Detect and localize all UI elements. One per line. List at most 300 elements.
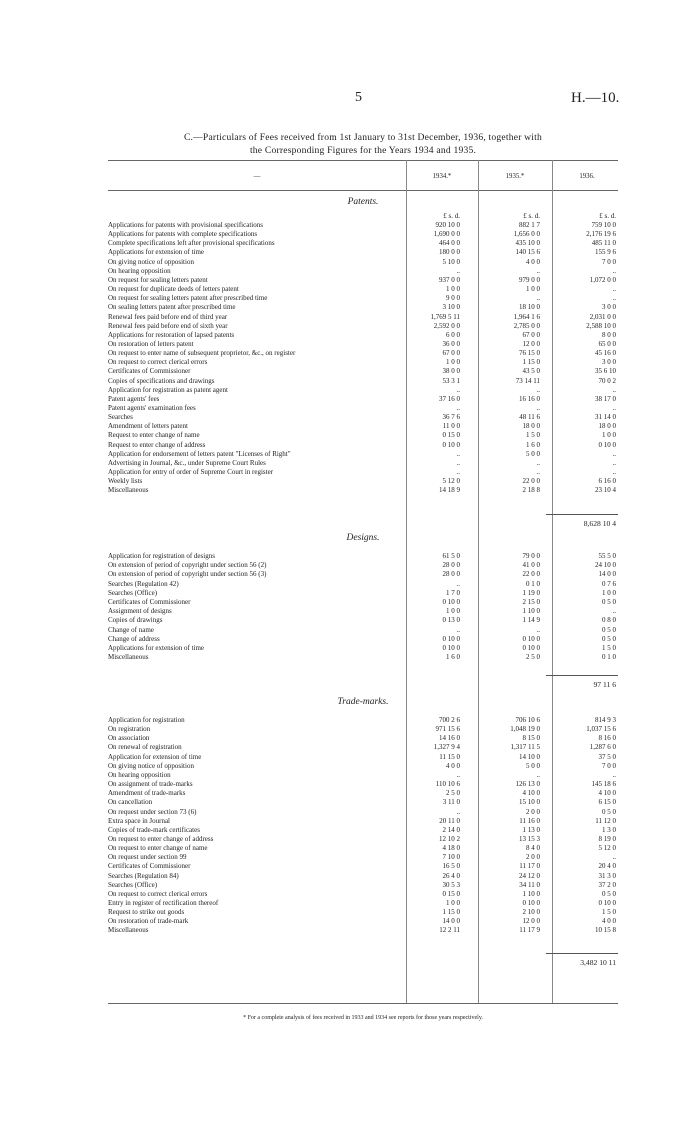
row-label: Certificates of Commissioner (108, 367, 191, 376)
fee-value-1936: 5 12 0 (598, 844, 616, 853)
table-row (108, 377, 618, 386)
fee-value-1934: 1 0 0 (446, 607, 460, 616)
fee-value-1936: 4 0 0 (602, 917, 616, 926)
fee-value-1936: 38 17 0 (595, 394, 616, 403)
fee-value-1935: 0 10 0 (522, 634, 540, 643)
document-reference: H.—10. (571, 90, 620, 106)
column-header-1936: 1936. (579, 173, 595, 180)
table-row (108, 450, 618, 459)
fee-value-1934: 1 15 0 (442, 908, 460, 917)
row-label: Request to strike out goods (108, 908, 185, 917)
fee-value-1934: 0 10 0 (442, 634, 460, 643)
table-row (108, 322, 618, 331)
row-label: Renewal fees paid before end of third year (108, 312, 228, 321)
fee-value-1936: 3 0 0 (602, 358, 616, 367)
row-label: Weekly lists (108, 477, 143, 486)
fee-value-1935: 2 0 0 (526, 807, 540, 816)
section-total: 97 11 6 (593, 680, 616, 689)
table-row (108, 771, 618, 780)
fee-value-1936: 65 0 0 (598, 339, 616, 348)
fee-value-1936: 6 16 0 (598, 477, 616, 486)
row-label: On registration (108, 725, 151, 734)
row-label: Applications for patents with provisional specifications (108, 221, 263, 229)
row-label: Applications for restoration of lapsed patents (108, 330, 235, 339)
fee-value-1936: 70 0 2 (598, 376, 616, 385)
fee-value-1935: 2 15 0 (522, 598, 540, 606)
fee-value-1935: 18 10 0 (519, 303, 540, 312)
row-label: On request for duplicate deeds of letters patent (108, 285, 239, 294)
row-label: Searches (Regulation 84) (108, 871, 179, 880)
row-label: Change of address (108, 634, 160, 643)
fee-value-1936: .. (612, 294, 616, 303)
fee-value-1936: 6 15 0 (598, 798, 616, 807)
table-row (108, 570, 618, 579)
row-label: Amendment of trade-marks (108, 789, 186, 798)
fee-value-1934: 1 0 0 (446, 899, 460, 907)
fee-value-1935: 4 10 0 (522, 789, 540, 798)
fee-value-1934: 0 10 0 (442, 644, 460, 652)
fee-value-1935: .. (536, 625, 540, 634)
fee-value-1935: 12 0 0 (522, 917, 540, 926)
row-label: On renewal of registration (108, 743, 182, 752)
fee-value-1935: .. (536, 385, 540, 394)
row-label: On request under section 73 (6) (108, 807, 197, 816)
table-row (108, 881, 618, 890)
row-label: On request to enter change of address (108, 834, 214, 843)
table-row (108, 221, 618, 230)
table-row (108, 358, 618, 367)
fee-value-1936: 4 10 0 (598, 789, 616, 798)
fee-value-1935: 1,048 19 0 (510, 725, 540, 734)
fee-value-1935: 1 10 0 (522, 607, 540, 616)
fee-value-1934: 0 15 0 (442, 889, 460, 898)
fee-value-1936: .. (612, 285, 616, 294)
row-label: Entry in register of rectification thereof (108, 899, 219, 907)
table-row (108, 635, 618, 644)
fee-value-1936: 7 0 0 (602, 257, 616, 266)
fee-value-1936: 8 16 0 (598, 734, 616, 743)
fee-value-1934: 16 5 0 (442, 862, 460, 871)
fee-value-1935: 1 14 9 (522, 616, 540, 625)
fee-value-1934: 0 13 0 (442, 616, 460, 625)
fee-value-1934: 26 4 0 (442, 871, 460, 880)
fee-value-1935: 1 0 0 (526, 285, 540, 294)
fee-value-1934: 7 10 0 (442, 853, 460, 862)
table-row (108, 862, 618, 871)
table-row (108, 294, 618, 303)
fee-value-1935: 8 15 0 (522, 734, 540, 743)
fee-value-1934: 4 0 0 (446, 761, 460, 770)
row-label: Certificates of Commissioner (108, 862, 191, 871)
table-row (108, 753, 618, 762)
fee-value-1936: 31 14 0 (595, 413, 616, 422)
fee-value-1935: 34 11 0 (519, 880, 540, 889)
table-row (108, 607, 618, 616)
row-label: Application for registration as patent agent (108, 385, 228, 394)
table-row (108, 890, 618, 899)
row-label: Searches (Office) (108, 880, 158, 889)
currency-unit: £ s. d. (523, 212, 540, 220)
page-number: 5 (355, 90, 362, 105)
fee-value-1936: 8 0 0 (602, 330, 616, 339)
fee-value-1934: 1 0 0 (446, 285, 460, 294)
fee-value-1934: 28 0 0 (442, 561, 460, 570)
fee-value-1936: 1 5 0 (602, 908, 616, 917)
row-label: On association (108, 734, 150, 743)
fee-value-1936: .. (612, 385, 616, 394)
fee-value-1936: 155 9 6 (595, 248, 616, 257)
fee-value-1935: 12 0 0 (522, 339, 540, 348)
fee-value-1934: 180 0 0 (439, 248, 460, 257)
fee-value-1934: 0 15 0 (442, 431, 460, 440)
fee-value-1935: 1 5 0 (526, 431, 540, 440)
table-row (108, 395, 618, 404)
fee-value-1936: 7 0 0 (602, 761, 616, 770)
fee-value-1934: 30 5 3 (442, 880, 460, 889)
row-label: On giving notice of opposition (108, 761, 194, 770)
fee-value-1936: 35 6 10 (595, 367, 616, 376)
fee-value-1936: .. (612, 458, 616, 467)
column-header-1934: 1934.* (432, 173, 452, 180)
fee-value-1934: .. (456, 625, 460, 634)
fee-value-1934: 5 12 0 (442, 477, 460, 486)
fee-value-1936: .. (612, 607, 616, 616)
fee-value-1935: 1 10 0 (522, 889, 540, 898)
table-row (108, 367, 618, 376)
total-rule (546, 675, 618, 676)
row-label: Miscellaneous (108, 486, 149, 495)
footnote: * For a complete analysis of fees received in 1933 and 1934 see reports for those years respectively. (243, 1015, 483, 1021)
fee-value-1934: 14 18 9 (439, 486, 460, 495)
table-row (108, 835, 618, 844)
total-rule (546, 514, 618, 515)
column-header-description: — (253, 173, 261, 180)
fee-value-1934: 14 16 0 (439, 734, 460, 743)
table-row (108, 349, 618, 358)
row-label: Miscellaneous (108, 653, 149, 662)
fee-value-1936: .. (612, 449, 616, 458)
row-label: Patent agents' fees (108, 394, 160, 403)
currency-row (108, 212, 618, 221)
fee-value-1936: 1,287 6 0 (589, 743, 616, 752)
table-title (108, 131, 618, 157)
fee-value-1936: 55 5 0 (598, 552, 616, 560)
table-row (108, 725, 618, 734)
table-row (108, 872, 618, 881)
fee-value-1934: 1,327 9 4 (433, 743, 460, 752)
fee-value-1934: 38 0 0 (442, 367, 460, 376)
table-row (108, 644, 618, 653)
fee-value-1934: 0 10 0 (442, 598, 460, 606)
fee-value-1934: 20 11 0 (439, 816, 460, 825)
fee-value-1936: 485 11 0 (591, 239, 616, 248)
table-row (108, 653, 618, 662)
table-row (108, 276, 618, 285)
table-row (108, 552, 618, 561)
column-header-1935: 1935.* (505, 173, 525, 180)
table-row (108, 331, 618, 340)
fee-value-1935: 2 10 0 (522, 908, 540, 917)
fee-value-1936: .. (612, 404, 616, 412)
table-row (108, 459, 618, 468)
row-label: Amendment of letters patent (108, 422, 188, 431)
fee-value-1934: .. (456, 449, 460, 458)
table-row (108, 780, 618, 789)
bottom-rule (108, 1003, 618, 1004)
table-row (108, 413, 618, 422)
table-row (108, 626, 618, 635)
fee-value-1935: 2 0 0 (526, 853, 540, 862)
fee-value-1934: 700 2 6 (439, 716, 460, 724)
row-label: Application for entry of order of Supreme Court in register (108, 468, 274, 477)
table-row (108, 561, 618, 570)
fee-value-1936: 37 5 0 (598, 752, 616, 761)
row-label: On request to correct clerical errors (108, 358, 208, 367)
table-row (108, 422, 618, 431)
fee-value-1934: 67 0 0 (442, 349, 460, 358)
fee-value-1935: 0 1 0 (526, 579, 540, 588)
table-row (108, 404, 618, 413)
fee-value-1936: 1 0 0 (602, 588, 616, 597)
fee-value-1936: 0 10 0 (598, 440, 616, 449)
fee-value-1934: 12 10 2 (439, 834, 460, 843)
row-label: On request for sealing letters patent (108, 275, 208, 284)
row-label: Patent agents' examination fees (108, 404, 196, 412)
fee-value-1935: 73 14 11 (515, 376, 540, 385)
total-rule (546, 953, 618, 954)
fee-value-1936: 37 2 0 (598, 880, 616, 889)
table-row (108, 762, 618, 771)
fee-value-1934: 6 0 0 (446, 330, 460, 339)
fee-value-1935: 5 0 0 (526, 449, 540, 458)
row-label: Searches (108, 413, 133, 422)
fee-value-1936: 2,588 10 0 (586, 321, 616, 330)
fee-value-1934: 1,690 0 0 (433, 230, 460, 239)
row-label: On extension of period of copyright under section 56 (2) (108, 561, 267, 570)
row-label: On request to correct clerical errors (108, 889, 208, 898)
fee-value-1934: .. (456, 579, 460, 588)
fee-value-1935: 979 0 0 (519, 275, 540, 284)
table-row (108, 844, 618, 853)
fee-value-1934: 971 15 6 (435, 725, 460, 734)
row-label: Miscellaneous (108, 926, 149, 935)
row-label: Applications for extension of time (108, 248, 205, 257)
table-row (108, 743, 618, 752)
row-label: On cancellation (108, 798, 153, 807)
fee-value-1934: 2 14 0 (442, 825, 460, 834)
fee-value-1934: 28 0 0 (442, 570, 460, 579)
fee-value-1935: 435 10 0 (515, 239, 540, 248)
table-row (108, 486, 618, 495)
fee-value-1935: 67 0 0 (522, 330, 540, 339)
row-label: Copies of specifications and drawings (108, 376, 215, 385)
fee-value-1934: 11 0 0 (442, 422, 460, 431)
fee-value-1934: 36 0 0 (442, 339, 460, 348)
table-row (108, 340, 618, 349)
top-rule (108, 160, 618, 161)
fee-value-1935: 2 18 8 (522, 486, 540, 495)
table-row (108, 716, 618, 725)
table-row (108, 303, 618, 312)
fee-value-1934: 2,592 0 0 (433, 321, 460, 330)
fee-value-1935: 8 4 0 (526, 844, 540, 853)
table-row (108, 798, 618, 807)
fee-value-1934: .. (456, 807, 460, 816)
row-label: On giving notice of opposition (108, 257, 194, 266)
fee-value-1934: .. (456, 770, 460, 779)
row-label: Request to enter change of name (108, 431, 200, 440)
page-header (0, 90, 700, 110)
fee-value-1936: 0 5 0 (602, 598, 616, 606)
fee-value-1934: 14 0 0 (442, 917, 460, 926)
fee-value-1936: 23 10 4 (595, 486, 616, 495)
row-label: On hearing opposition (108, 266, 171, 275)
fee-value-1936: .. (612, 770, 616, 779)
fee-value-1934: 5 10 0 (442, 257, 460, 266)
fee-value-1935: .. (536, 468, 540, 477)
row-label: Applications for patents with complete specifications (108, 230, 258, 239)
table-row (108, 267, 618, 276)
row-label: On request for sealing letters patent after prescribed time (108, 294, 268, 303)
fee-value-1936: 45 16 0 (595, 349, 616, 358)
fee-value-1934: 3 10 0 (442, 303, 460, 312)
table-row (108, 826, 618, 835)
fee-value-1935: 0 10 0 (522, 644, 540, 652)
fee-value-1936: 2,031 0 0 (589, 312, 616, 321)
fee-value-1936: 8 19 0 (598, 834, 616, 843)
fee-value-1936: .. (612, 468, 616, 477)
fee-value-1935: 22 0 0 (522, 477, 540, 486)
fee-value-1935: 1 19 0 (522, 588, 540, 597)
fee-value-1935: 882 1 7 (519, 221, 540, 229)
fee-value-1935: .. (536, 404, 540, 412)
table-row (108, 899, 618, 908)
row-label: Change of name (108, 625, 154, 634)
table-row (108, 616, 618, 625)
fee-value-1936: 0 1 0 (602, 653, 616, 662)
fee-value-1936: 1,037 15 6 (586, 725, 616, 734)
row-label: On request to enter change of name (108, 844, 208, 853)
fee-value-1934: .. (456, 266, 460, 275)
row-label: Extra space in Journal (108, 816, 171, 825)
fee-value-1936: .. (612, 266, 616, 275)
fee-value-1934: 61 5 0 (442, 552, 460, 560)
fee-value-1935: .. (536, 294, 540, 303)
fee-value-1935: 11 16 0 (519, 816, 540, 825)
fee-value-1934: 3 11 0 (442, 798, 460, 807)
fee-value-1935: 13 15 3 (519, 834, 540, 843)
row-label: Application for extension of time (108, 752, 202, 761)
fee-value-1935: 2,785 0 0 (513, 321, 540, 330)
fee-value-1935: .. (536, 770, 540, 779)
fee-value-1934: .. (456, 385, 460, 394)
row-label: On request to enter name of subsequent proprietor, &c., on register (108, 349, 296, 358)
table-row (108, 580, 618, 589)
row-label: Renewal fees paid before end of sixth year (108, 321, 228, 330)
row-label: Certificates of Commissioner (108, 598, 191, 606)
fee-value-1935: 43 5 0 (522, 367, 540, 376)
fee-value-1936: 0 5 0 (602, 807, 616, 816)
fee-value-1936: 0 10 0 (598, 899, 616, 907)
fee-value-1934: 464 0 0 (439, 239, 460, 248)
row-label: On assignment of trade-marks (108, 780, 193, 789)
fee-value-1935: .. (536, 458, 540, 467)
row-label: On extension of period of copyright under section 56 (3) (108, 570, 267, 579)
fee-value-1935: 4 0 0 (526, 257, 540, 266)
fee-value-1936: 20 4 0 (598, 862, 616, 871)
row-label: On sealing letters patent after prescribed time (108, 303, 236, 312)
row-label: Complete specifications left after provisional specifications (108, 239, 275, 248)
fee-value-1936: 0 5 0 (602, 889, 616, 898)
fee-value-1935: 15 10 0 (519, 798, 540, 807)
fee-value-1934: .. (456, 458, 460, 467)
fee-value-1935: 140 15 6 (515, 248, 540, 257)
fee-value-1934: 1 0 0 (446, 358, 460, 367)
fee-value-1935: 11 17 0 (519, 862, 540, 871)
fee-value-1935: 1,964 1 6 (513, 312, 540, 321)
title-line-2: the Corresponding Figures for the Years 1934 and 1935. (249, 145, 477, 156)
fee-value-1935: 1,317 11 5 (510, 743, 540, 752)
table-row (108, 817, 618, 826)
row-label: Copies of drawings (108, 616, 163, 625)
row-label: Application for registration of designs (108, 552, 215, 560)
fee-value-1936: 10 15 8 (595, 926, 616, 935)
fee-value-1935: 706 10 6 (515, 716, 540, 724)
fee-value-1934: 37 16 0 (439, 394, 460, 403)
table-row (108, 598, 618, 607)
row-label: On restoration of letters patent (108, 339, 194, 348)
fee-value-1935: 0 10 0 (522, 899, 540, 907)
fee-value-1935: 22 0 0 (522, 570, 540, 579)
fee-value-1936: 0 8 0 (602, 616, 616, 625)
fee-value-1935: 41 0 0 (522, 561, 540, 570)
fee-value-1935: 48 11 6 (519, 413, 540, 422)
table-row (108, 239, 618, 248)
fee-value-1936: .. (612, 853, 616, 862)
fee-value-1934: .. (456, 468, 460, 477)
header-rule (108, 190, 618, 191)
fee-value-1935: 1 6 0 (526, 440, 540, 449)
fee-value-1934: 4 18 0 (442, 844, 460, 853)
fee-value-1935: 5 0 0 (526, 761, 540, 770)
currency-unit: £ s. d. (599, 212, 616, 220)
row-label: Searches (Regulation 42) (108, 579, 179, 588)
fee-value-1935: 1 15 0 (522, 358, 540, 367)
fee-value-1936: 11 12 0 (595, 816, 616, 825)
table-row (108, 431, 618, 440)
table-row (108, 230, 618, 239)
title-line-1: C.—Particulars of Fees received from 1st January to 31st December, 1936, together with (183, 132, 543, 143)
fee-value-1936: 814 9 3 (595, 716, 616, 724)
table-row (108, 248, 618, 257)
fee-value-1936: 1 3 0 (602, 825, 616, 834)
fee-value-1935: 18 0 0 (522, 422, 540, 431)
table-row (108, 926, 618, 935)
table-row (108, 258, 618, 267)
fee-value-1934: 2 5 0 (446, 789, 460, 798)
fee-value-1936: 1,072 0 0 (589, 275, 616, 284)
fee-value-1936: 145 18 6 (591, 780, 616, 789)
fee-value-1935: 14 10 0 (519, 752, 540, 761)
row-label: Request to enter change of address (108, 440, 206, 449)
fee-value-1935: 11 17 9 (519, 926, 540, 935)
fee-value-1936: 31 3 0 (598, 871, 616, 880)
fee-value-1934: 920 10 0 (435, 221, 460, 229)
section-heading: Trade-marks. (337, 697, 389, 707)
fee-value-1935: 126 13 0 (515, 780, 540, 789)
fee-value-1935: 2 5 0 (526, 653, 540, 662)
row-label: Application for endorsement of letters patent "Licenses of Right" (108, 449, 291, 458)
